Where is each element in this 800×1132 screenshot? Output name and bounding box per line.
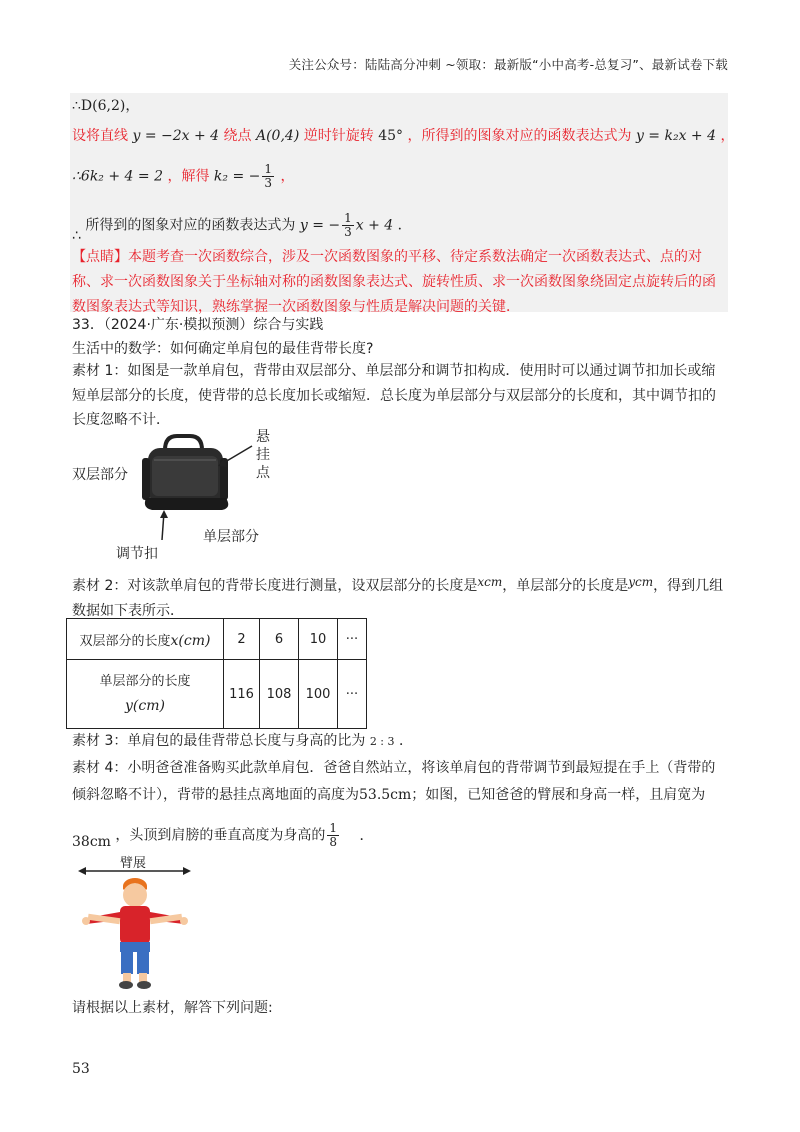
numerator: 1 bbox=[264, 162, 273, 176]
row-unit: x(cm) bbox=[170, 632, 211, 649]
comment-tag: 【点睛】 bbox=[72, 249, 128, 265]
question-intro: 生活中的数学：如何确定单肩包的最佳背带长度? bbox=[72, 341, 374, 357]
denominator: 3 bbox=[264, 176, 273, 190]
row-unit: y(cm) bbox=[125, 698, 165, 714]
text: 逆时针旋转 bbox=[303, 128, 374, 144]
point-a: A(0,4) bbox=[255, 128, 300, 144]
table-cell: 2 bbox=[224, 619, 260, 660]
boy-illustration bbox=[82, 878, 188, 989]
text: ． bbox=[359, 827, 374, 844]
text: ， bbox=[280, 168, 295, 185]
text: ，所得到的图象对应的函数表达式为 bbox=[407, 128, 632, 144]
fraction bbox=[342, 212, 354, 239]
table-cell: 100 bbox=[299, 660, 338, 729]
label-arm-span: 臂展 bbox=[120, 856, 147, 871]
fraction bbox=[262, 163, 274, 190]
text: ， bbox=[720, 128, 735, 144]
table-cell-label bbox=[67, 660, 224, 729]
material-3 bbox=[72, 731, 413, 752]
height-value: 53.5cm bbox=[359, 787, 412, 803]
equation: y = − bbox=[299, 217, 341, 234]
numerator: 1 bbox=[344, 211, 352, 225]
text: ，单层部分的长度是 bbox=[502, 578, 629, 594]
closing-instruction: 请根据以上素材，解答下列问题: bbox=[72, 1000, 273, 1016]
material-1: 素材 1：如图是一款单肩包，背带由双层部分、单层部分和调节扣构成．使用时可以通过调节扣加长或缩短单层部分的长度，使背带的总长度加长或缩短．总长度为单层部分与双层部分的长度和，其中调节扣的长度忽略不计． bbox=[72, 363, 716, 428]
question-title: 33．（2024·广东·模拟预测）综合与实践 bbox=[72, 317, 324, 333]
text: 绕点 bbox=[223, 128, 252, 144]
equation: y = k₂x + 4 bbox=[635, 128, 717, 144]
data-table bbox=[66, 618, 367, 729]
numerator: 1 bbox=[329, 821, 338, 835]
therefore-symbol: ∴ bbox=[72, 227, 81, 244]
table-cell: 6 bbox=[260, 619, 299, 660]
bag-illustration bbox=[142, 436, 228, 510]
text: ． bbox=[398, 733, 413, 749]
row-label: 单层部分的长度 bbox=[99, 674, 191, 689]
text: 所得到的图象对应的函数表达式为 bbox=[85, 217, 296, 234]
page-header: 关注公众号：陆陆高分冲刺 ~领取：最新版“小中高考-总复习”、最新试卷下载 bbox=[288, 57, 728, 72]
angle: 45° bbox=[378, 128, 404, 144]
text: 素材 3：单肩包的最佳背带总长度与身高的比为 bbox=[72, 733, 366, 749]
equation: x + 4 bbox=[355, 217, 394, 234]
shoulder-width: 38cm bbox=[72, 833, 111, 850]
row-label: 双层部分的长度 bbox=[79, 633, 171, 649]
material-4 bbox=[72, 755, 728, 809]
x-unit: xcm bbox=[477, 575, 503, 589]
text: ，得到几组数据如下表所示． bbox=[72, 578, 724, 619]
table-cell: 10 bbox=[299, 619, 338, 660]
equation: ∴6k₂ + 4 = 2 bbox=[72, 168, 163, 185]
denominator: 8 bbox=[329, 835, 338, 849]
point-d: ∴D(6,2)， bbox=[72, 98, 140, 114]
y-unit: ycm bbox=[628, 575, 654, 589]
comment-text: 本题考查一次函数综合，涉及一次函数图象的平移、待定系数法确定一次函数表达式、点的对称、求一次函数图象关于坐标轴对称的函数图象表达式、旋转性质、求一次函数图象绕固定点旋转后的函数图象表达式等知识，熟练掌握一次函数图象与性质是解决问题的关键． bbox=[72, 249, 716, 315]
arm-span-arrow bbox=[78, 867, 191, 875]
solution-line-4 bbox=[72, 211, 412, 244]
material-2 bbox=[72, 574, 728, 623]
text: 设将直线 bbox=[72, 128, 128, 144]
table-row bbox=[67, 619, 367, 660]
text: ；如图，已知爸爸的臂展和身高一样，且肩宽为 bbox=[411, 787, 706, 803]
material-4-line-3 bbox=[72, 822, 373, 849]
table-cell: ··· bbox=[338, 619, 367, 660]
text: 素材 2：对该款单肩包的背带长度进行测量，设双层部分的长度是 bbox=[72, 578, 478, 594]
arrow-hang-point bbox=[218, 446, 252, 467]
label-buckle: 调节扣 bbox=[116, 546, 158, 562]
solution-line-1 bbox=[72, 96, 139, 116]
table-cell: ··· bbox=[338, 660, 367, 729]
label-double-layer: 双层部分 bbox=[72, 467, 128, 483]
table-cell: 116 bbox=[224, 660, 260, 729]
table-row bbox=[67, 660, 367, 729]
text: ，解得 bbox=[167, 168, 210, 185]
label-single-layer: 单层部分 bbox=[203, 529, 259, 545]
arrow-buckle bbox=[160, 510, 168, 540]
text: ． bbox=[397, 217, 412, 234]
text: ，头顶到肩膀的垂直高度为身高的 bbox=[115, 827, 326, 844]
solution-line-2 bbox=[72, 126, 734, 146]
boy-figure bbox=[78, 862, 193, 992]
equation: k₂ = − bbox=[213, 168, 261, 185]
page-number: 53 bbox=[72, 1061, 90, 1077]
denominator: 3 bbox=[344, 225, 352, 239]
ratio: 2 : 3 bbox=[369, 735, 395, 748]
solution-line-3 bbox=[72, 163, 294, 190]
equation: y = −2x + 4 bbox=[132, 128, 220, 144]
table-cell: 108 bbox=[260, 660, 299, 729]
text: 素材 4：小明爸爸准备购买此款单肩包．爸爸自然站立，将该单肩包的背带调节到最短提在手上（背带的倾斜忽略不计），背带的悬挂点离地面的高度为 bbox=[72, 760, 716, 803]
comment-paragraph bbox=[72, 245, 728, 320]
label-hang-point: 悬挂点 bbox=[256, 429, 270, 481]
fraction bbox=[327, 822, 339, 849]
table-cell-label bbox=[67, 619, 224, 660]
